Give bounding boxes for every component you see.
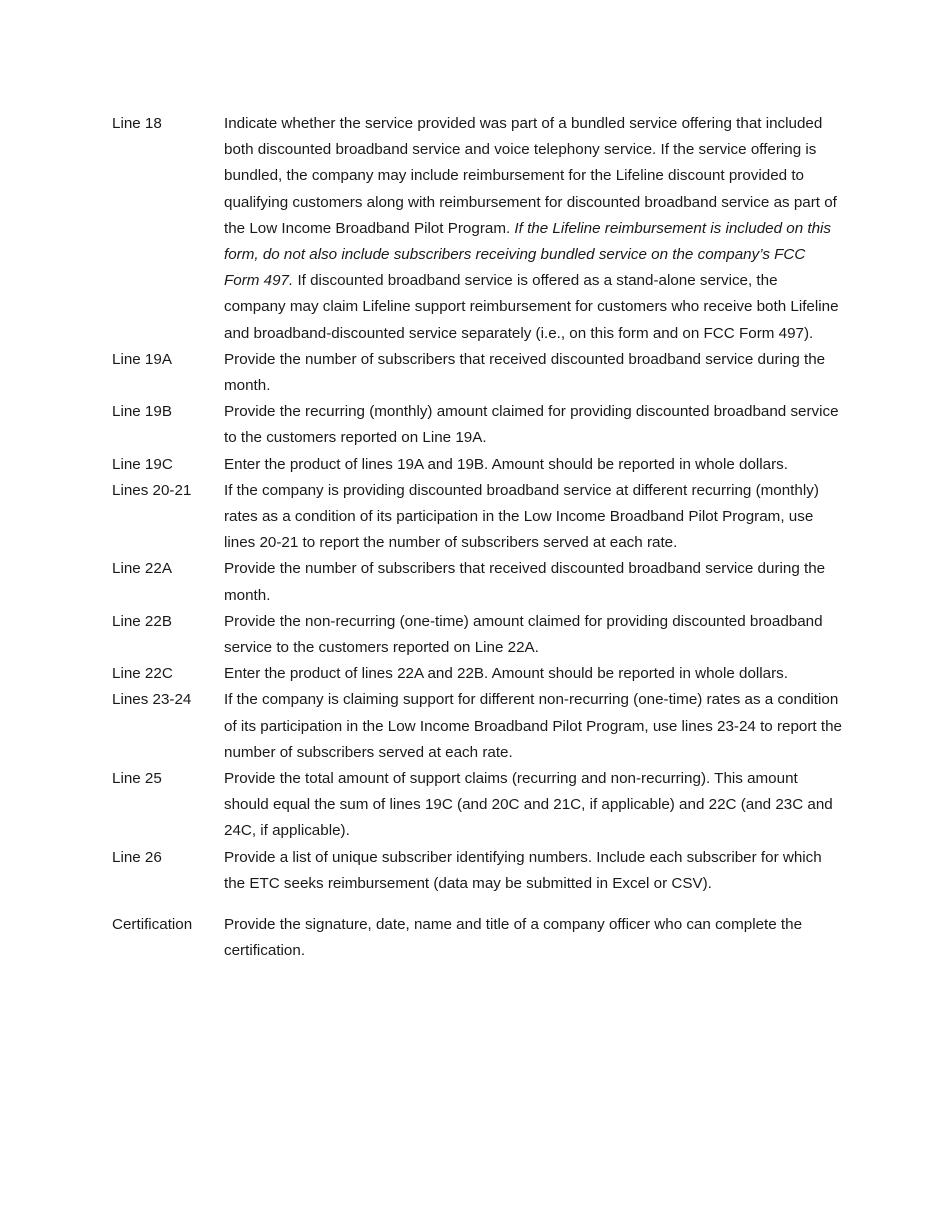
entry-label: Line 25: [112, 770, 162, 788]
entry-description: If the company is claiming support for different non-recurring (one-time) rates as a condition of its participation in the Low Income Broadband Pilot Program, use lines 23-24 to report the number of subscribers served at each rate.: [224, 691, 842, 761]
entry-line-19a: [112, 347, 842, 399]
entry-lines-20-21: [112, 478, 842, 557]
entry-label: Lines 23-24: [112, 691, 192, 709]
description-italic-text: If the Lifeline reimbursement is included on this form, do not also include subscribers receiving bundled service on the company’s FCC Form 497.: [224, 219, 831, 290]
entry-label: Line 22B: [112, 612, 172, 630]
entry-description: [224, 111, 842, 347]
entry-certification: [112, 912, 842, 964]
description-text: If discounted broadband service is offered as a stand-alone service, the company may claim Lifeline support reimbursement for customers who receive both Lifeline and broadband-discounted service separately (i.e., on this form and on FCC Form 497).: [224, 272, 839, 342]
entry-description: Provide the recurring (monthly) amount claimed for providing discounted broadband service to the customers reported on Line 19A.: [224, 403, 839, 447]
entry-label: Line 19B: [112, 403, 172, 421]
entry-line-22b: [112, 609, 842, 661]
description-text: Indicate whether the service provided was part of a bundled service offering that included both discounted broadband service and voice telephony service. If the service offering is bundled, the company may include reimbursement for the Lifeline discount provided to qualifying customers along with reimbursement for discounted broadband service as part of the Low Income Broadband Pilot Program.: [224, 115, 837, 237]
entry-description: Provide the number of subscribers that received discounted broadband service during the month.: [224, 350, 826, 395]
entry-description: Provide the signature, date, name and title of a company officer who can complete the certification.: [224, 916, 803, 960]
instructions-document: [112, 111, 842, 965]
entry-label: Line 18: [112, 115, 162, 132]
entry-line-22a: [112, 556, 842, 608]
entry-line-26: [112, 845, 842, 897]
entry-description: Provide the total amount of support claims (recurring and non-recurring). This amount should equal the sum of lines 19C (and 20C and 21C, if applicable) and 22C (and 23C and 24C, if applicable).: [224, 770, 833, 840]
entry-label: Line 19C: [112, 455, 173, 473]
entry-description: If the company is providing discounted broadband service at different recurring (monthly) rates as a condition of its participation in the Low Income Broadband Pilot Program, use lines 20-21 to report the number of subscribers served at each rate.: [224, 481, 819, 552]
entry-line-25: [112, 766, 842, 845]
entry-line-19c: [112, 452, 842, 478]
entry-label: Line 26: [112, 848, 162, 866]
entry-label: Line 22C: [112, 665, 173, 683]
entry-label: Line 19A: [112, 350, 172, 368]
entry-description: Enter the product of lines 19A and 19B. Amount should be reported in whole dollars.: [224, 455, 788, 473]
entry-label: Line 22A: [112, 560, 172, 578]
entry-description: Enter the product of lines 22A and 22B. Amount should be reported in whole dollars.: [224, 665, 788, 683]
entry-line-22c: [112, 661, 842, 687]
entry-lines-23-24: [112, 687, 842, 766]
entry-description: Provide a list of unique subscriber identifying numbers. Include each subscriber for which the ETC seeks reimbursement (data may be submitted in Excel or CSV).: [224, 848, 822, 892]
entry-label: Lines 20-21: [112, 481, 192, 499]
entry-description: Provide the number of subscribers that received discounted broadband service during the month.: [224, 560, 826, 604]
entry-label: Certification: [112, 916, 193, 934]
entry-description: Provide the non-recurring (one-time) amount claimed for providing discounted broadband service to the customers reported on Line 22A.: [224, 612, 823, 657]
entry-line-19b: [112, 399, 842, 451]
entry-line-18: [112, 111, 842, 347]
